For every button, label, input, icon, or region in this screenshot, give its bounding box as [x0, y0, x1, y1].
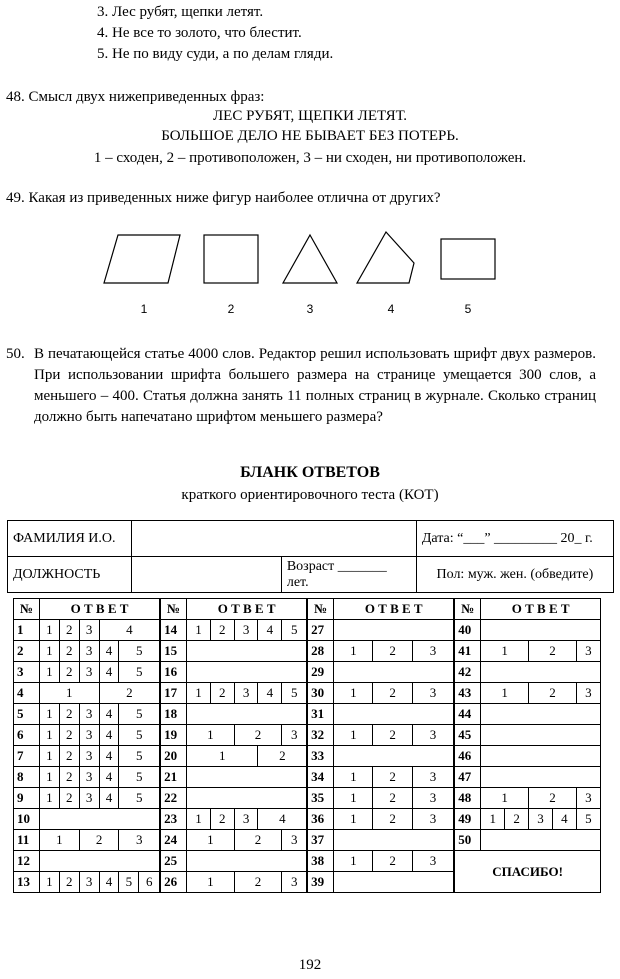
- name-field[interactable]: [131, 521, 416, 557]
- answer-option[interactable]: 1: [481, 788, 529, 809]
- position-field[interactable]: [131, 557, 281, 593]
- answer-option[interactable]: 4: [99, 704, 119, 725]
- answer-option[interactable]: 3: [79, 788, 99, 809]
- answer-cell[interactable]: [187, 662, 308, 683]
- page-number: 192: [298, 957, 322, 973]
- answer-option[interactable]: 3: [282, 872, 307, 893]
- answer-option[interactable]: 4: [99, 725, 119, 746]
- answer-option[interactable]: 2: [234, 872, 282, 893]
- question-number: 6: [14, 725, 40, 746]
- question-number: 29: [307, 662, 334, 683]
- question-number: 44: [454, 704, 481, 725]
- answer-option[interactable]: 1: [187, 620, 211, 641]
- answer-option[interactable]: 4: [258, 809, 307, 830]
- answer-option[interactable]: 1: [187, 830, 235, 851]
- question-number: 1: [14, 620, 40, 641]
- answer-option[interactable]: 2: [210, 683, 234, 704]
- answer-option[interactable]: 1: [40, 872, 60, 893]
- answer-option[interactable]: 3: [576, 788, 600, 809]
- answer-cell[interactable]: [481, 767, 601, 788]
- table-row: [14, 683, 601, 704]
- answer-option[interactable]: 1: [40, 725, 60, 746]
- answer-cell[interactable]: [481, 662, 601, 683]
- q50: [6, 344, 596, 428]
- question-number: 31: [307, 704, 334, 725]
- answer-option[interactable]: 1: [40, 662, 60, 683]
- answer-option[interactable]: 1: [187, 809, 211, 830]
- answer-option[interactable]: 3: [576, 641, 600, 662]
- answer-option[interactable]: 1: [40, 767, 60, 788]
- answer-cell[interactable]: [334, 620, 455, 641]
- answer-option[interactable]: 1: [40, 788, 60, 809]
- answer-option[interactable]: 2: [529, 788, 577, 809]
- question-number: 22: [160, 788, 187, 809]
- question-number: 16: [160, 662, 187, 683]
- question-number: 28: [307, 641, 334, 662]
- question-number: 14: [160, 620, 187, 641]
- col-answer: О Т В Е Т: [334, 599, 455, 620]
- answer-option[interactable]: 2: [373, 809, 412, 830]
- answer-option[interactable]: 4: [99, 620, 160, 641]
- thanks-note: СПАСИБО!: [454, 851, 600, 893]
- answer-option[interactable]: 3: [79, 872, 99, 893]
- answer-option[interactable]: 2: [373, 725, 412, 746]
- answer-option[interactable]: 3: [412, 683, 454, 704]
- answer-cell[interactable]: [334, 704, 455, 725]
- name-label: ФАМИЛИЯ И.О.: [8, 521, 132, 557]
- answer-option[interactable]: 2: [79, 830, 119, 851]
- answer-option[interactable]: 3: [234, 620, 258, 641]
- answer-option[interactable]: 4: [99, 872, 119, 893]
- question-number: 19: [160, 725, 187, 746]
- answer-option[interactable]: 3: [79, 725, 99, 746]
- answer-option[interactable]: 1: [187, 725, 235, 746]
- answer-option[interactable]: 3: [282, 725, 307, 746]
- question-number: 41: [454, 641, 481, 662]
- answer-cell[interactable]: [334, 746, 455, 767]
- question-number: 46: [454, 746, 481, 767]
- answer-option[interactable]: 2: [59, 704, 79, 725]
- answer-option[interactable]: 3: [79, 746, 99, 767]
- figure-parallelogram: [104, 235, 180, 283]
- answer-cell[interactable]: [187, 704, 308, 725]
- figures-illustration: [0, 225, 620, 325]
- figure-label-1: 1: [140, 302, 148, 316]
- figure-rectangle: [441, 239, 495, 279]
- answer-option[interactable]: 5: [576, 809, 600, 830]
- answer-option[interactable]: 3: [529, 809, 553, 830]
- answer-option[interactable]: 2: [373, 788, 412, 809]
- answer-option[interactable]: 3: [576, 683, 600, 704]
- answer-option[interactable]: 3: [412, 851, 454, 872]
- q48-phrase1: ЛЕС РУБЯТ, ЩЕПКИ ЛЕТЯТ.: [212, 108, 408, 124]
- answer-option[interactable]: 1: [187, 872, 235, 893]
- answer-option[interactable]: 2: [59, 746, 79, 767]
- answer-option[interactable]: 2: [505, 809, 529, 830]
- col-num: №: [307, 599, 334, 620]
- answer-option[interactable]: 2: [373, 767, 412, 788]
- answer-option[interactable]: 3: [79, 641, 99, 662]
- answer-cell[interactable]: [481, 830, 601, 851]
- answer-option[interactable]: 2: [373, 641, 412, 662]
- question-number: 36: [307, 809, 334, 830]
- question-number: 15: [160, 641, 187, 662]
- answer-option[interactable]: 3: [234, 683, 258, 704]
- answer-option[interactable]: 2: [59, 620, 79, 641]
- age-field[interactable]: Возраст _______ лет.: [281, 557, 416, 593]
- question-number: 13: [14, 872, 40, 893]
- answer-option[interactable]: 2: [373, 851, 412, 872]
- answer-option[interactable]: 4: [99, 746, 119, 767]
- figure-label-4: 4: [387, 302, 395, 316]
- info-table: [7, 520, 614, 593]
- answer-option[interactable]: 2: [210, 809, 234, 830]
- answer-option[interactable]: 1: [481, 683, 529, 704]
- col-answer: О Т В Е Т: [187, 599, 308, 620]
- answer-option[interactable]: 4: [99, 767, 119, 788]
- answer-option[interactable]: 1: [481, 641, 529, 662]
- prev-item-4: 4. Не все то золото, что блестит.: [97, 25, 302, 41]
- answer-option[interactable]: 1: [334, 641, 373, 662]
- answer-option[interactable]: 2: [258, 746, 307, 767]
- answer-cell[interactable]: [334, 872, 455, 893]
- question-number: 26: [160, 872, 187, 893]
- answer-option[interactable]: 1: [40, 746, 60, 767]
- answer-option[interactable]: 4: [552, 809, 576, 830]
- col-answer: О Т В Е Т: [481, 599, 601, 620]
- position-label: ДОЛЖНОСТЬ: [8, 557, 132, 593]
- answer-option[interactable]: 5: [119, 767, 160, 788]
- answer-option[interactable]: 2: [59, 641, 79, 662]
- q48-prompt: 48. Смысл двух нижеприведенных фраз:: [6, 89, 265, 105]
- answer-option[interactable]: 2: [529, 683, 577, 704]
- answer-cell[interactable]: [481, 704, 601, 725]
- answer-option[interactable]: 4: [99, 662, 119, 683]
- answer-option[interactable]: 1: [334, 767, 373, 788]
- answer-option[interactable]: 2: [59, 788, 79, 809]
- question-number: 7: [14, 746, 40, 767]
- answer-option[interactable]: 1: [187, 746, 258, 767]
- question-number: 23: [160, 809, 187, 830]
- answer-option[interactable]: 3: [412, 641, 454, 662]
- answer-cell[interactable]: [40, 851, 161, 872]
- prev-item-5: 5. Не по виду суди, а по делам гляди.: [97, 46, 334, 62]
- answer-option[interactable]: 2: [210, 620, 234, 641]
- answer-option[interactable]: 3: [412, 725, 454, 746]
- answer-option[interactable]: 4: [258, 620, 282, 641]
- question-number: 30: [307, 683, 334, 704]
- answer-cell[interactable]: [481, 725, 601, 746]
- question-number: 9: [14, 788, 40, 809]
- answer-option[interactable]: 2: [234, 830, 282, 851]
- answer-option[interactable]: 5: [119, 788, 160, 809]
- col-num: №: [14, 599, 40, 620]
- answer-option[interactable]: 5: [282, 620, 307, 641]
- answer-option[interactable]: 5: [119, 872, 139, 893]
- sex-field[interactable]: Пол: муж. жен. (обведите): [416, 557, 613, 593]
- q49-prompt: 49. Какая из приведенных ниже фигур наиболее отлична от других?: [6, 190, 441, 206]
- figure-label-2: 2: [227, 302, 235, 316]
- form-title: БЛАНК ОТВЕТОВ: [240, 464, 380, 481]
- question-number: 47: [454, 767, 481, 788]
- question-number: 37: [307, 830, 334, 851]
- question-number: 50: [454, 830, 481, 851]
- date-field[interactable]: Дата: “___” _________ 20_ г.: [416, 521, 613, 557]
- table-row: [14, 830, 601, 851]
- answer-cell[interactable]: [481, 620, 601, 641]
- question-number: 34: [307, 767, 334, 788]
- answer-option[interactable]: 3: [282, 830, 307, 851]
- answer-cell[interactable]: [334, 830, 455, 851]
- answer-option[interactable]: 1: [334, 725, 373, 746]
- answer-option[interactable]: 2: [59, 767, 79, 788]
- question-number: 17: [160, 683, 187, 704]
- question-number: 8: [14, 767, 40, 788]
- table-row: [14, 746, 601, 767]
- answer-cell[interactable]: [187, 641, 308, 662]
- question-number: 32: [307, 725, 334, 746]
- form-subtitle: краткого ориентировочного теста (КОТ): [181, 487, 439, 503]
- answer-cell[interactable]: [334, 662, 455, 683]
- question-number: 20: [160, 746, 187, 767]
- answer-option[interactable]: 2: [59, 872, 79, 893]
- answer-option[interactable]: 4: [99, 641, 119, 662]
- question-number: 35: [307, 788, 334, 809]
- question-number: 33: [307, 746, 334, 767]
- figure-pentagon: [357, 232, 414, 283]
- answer-option[interactable]: 2: [59, 662, 79, 683]
- answer-option[interactable]: 1: [334, 809, 373, 830]
- answer-option[interactable]: 3: [79, 767, 99, 788]
- answer-option[interactable]: 5: [119, 704, 160, 725]
- question-number: 24: [160, 830, 187, 851]
- answer-option[interactable]: 1: [334, 788, 373, 809]
- answer-option[interactable]: 1: [334, 851, 373, 872]
- q50-number: 50.: [6, 346, 25, 362]
- table-row: [14, 767, 601, 788]
- question-number: 12: [14, 851, 40, 872]
- answer-cell[interactable]: [481, 746, 601, 767]
- answer-option[interactable]: 2: [529, 641, 577, 662]
- q48-phrase2: БОЛЬШОЕ ДЕЛО НЕ БЫВАЕТ БЕЗ ПОТЕРЬ.: [161, 128, 459, 144]
- answer-option[interactable]: 1: [40, 641, 60, 662]
- question-number: 4: [14, 683, 40, 704]
- answer-option[interactable]: 3: [79, 704, 99, 725]
- answer-grid: [13, 598, 601, 893]
- question-number: 10: [14, 809, 40, 830]
- question-number: 39: [307, 872, 334, 893]
- answer-cell[interactable]: [187, 851, 308, 872]
- answer-option[interactable]: 3: [79, 662, 99, 683]
- question-number: 45: [454, 725, 481, 746]
- answer-option[interactable]: 5: [119, 641, 160, 662]
- col-answer: О Т В Е Т: [40, 599, 161, 620]
- grid-header: [14, 599, 601, 620]
- question-number: 2: [14, 641, 40, 662]
- question-number: 25: [160, 851, 187, 872]
- figure-triangle: [283, 235, 337, 283]
- table-row: [14, 851, 601, 872]
- answer-option[interactable]: 3: [412, 809, 454, 830]
- answer-option[interactable]: 2: [373, 683, 412, 704]
- q48-options: 1 – сходен, 2 – противоположен, 3 – ни сходен, ни противоположен.: [93, 150, 527, 166]
- answer-option[interactable]: 3: [119, 830, 160, 851]
- col-num: №: [160, 599, 187, 620]
- answer-cell[interactable]: [187, 788, 308, 809]
- prev-item-3: 3. Лес рубят, щепки летят.: [97, 4, 264, 20]
- answer-option[interactable]: 5: [119, 662, 160, 683]
- figure-square: [204, 235, 258, 283]
- question-number: 3: [14, 662, 40, 683]
- question-number: 43: [454, 683, 481, 704]
- answer-option[interactable]: 3: [234, 809, 258, 830]
- question-number: 5: [14, 704, 40, 725]
- question-number: 49: [454, 809, 481, 830]
- answer-option[interactable]: 2: [234, 725, 282, 746]
- question-number: 40: [454, 620, 481, 641]
- question-number: 27: [307, 620, 334, 641]
- q50-text: В печатающейся статье 4000 слов. Редактор решил использовать шрифт двух размеров. При использовании шрифта большего размера на странице умещается 300 слов, а меньшего – 400. Статья должна занять 11 полных страниц в журнале. Сколько страниц должно быть напечатано шрифтом меньшего размера?: [34, 346, 596, 425]
- answer-option[interactable]: 1: [187, 683, 211, 704]
- answer-option[interactable]: 1: [40, 704, 60, 725]
- col-num: №: [454, 599, 481, 620]
- answer-option[interactable]: 3: [79, 620, 99, 641]
- answer-option[interactable]: 1: [481, 809, 505, 830]
- answer-option[interactable]: 2: [99, 683, 160, 704]
- table-row: [14, 662, 601, 683]
- answer-option[interactable]: 4: [258, 683, 282, 704]
- answer-option[interactable]: 4: [99, 788, 119, 809]
- figure-label-5: 5: [464, 302, 472, 316]
- answer-option[interactable]: 1: [40, 830, 80, 851]
- answer-cell[interactable]: [40, 809, 161, 830]
- table-row: [14, 641, 601, 662]
- figure-label-3: 3: [306, 302, 314, 316]
- question-number: 18: [160, 704, 187, 725]
- table-row: [14, 809, 601, 830]
- answer-option[interactable]: 2: [59, 725, 79, 746]
- answer-option[interactable]: 5: [119, 725, 160, 746]
- answer-option[interactable]: 1: [40, 683, 100, 704]
- question-number: 38: [307, 851, 334, 872]
- answer-option[interactable]: 5: [119, 746, 160, 767]
- question-number: 48: [454, 788, 481, 809]
- answer-option[interactable]: 3: [412, 767, 454, 788]
- table-row: [14, 620, 601, 641]
- answer-option[interactable]: 3: [412, 788, 454, 809]
- answer-cell[interactable]: [187, 767, 308, 788]
- table-row: [14, 725, 601, 746]
- table-row: [14, 788, 601, 809]
- table-row: [14, 704, 601, 725]
- answer-option[interactable]: 1: [40, 620, 60, 641]
- question-number: 11: [14, 830, 40, 851]
- answer-option[interactable]: 5: [282, 683, 307, 704]
- answer-option[interactable]: 1: [334, 683, 373, 704]
- question-number: 21: [160, 767, 187, 788]
- question-number: 42: [454, 662, 481, 683]
- answer-option[interactable]: 6: [139, 872, 160, 893]
